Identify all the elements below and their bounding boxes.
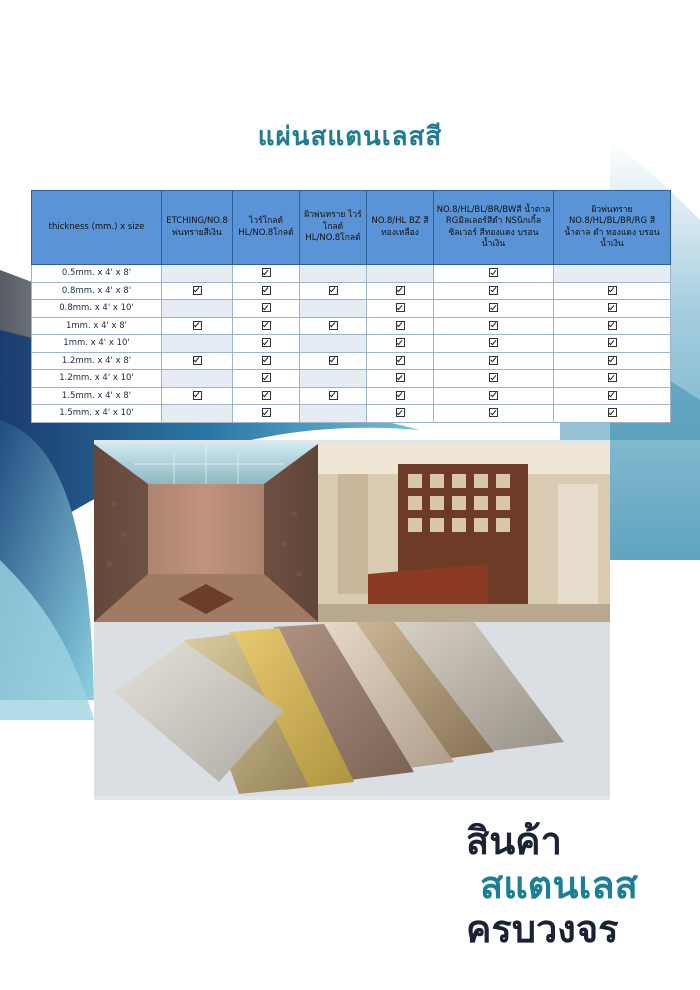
empty-cell	[300, 370, 367, 388]
availability-cell	[162, 282, 233, 300]
availability-cell	[367, 405, 434, 423]
size-cell: 0.5mm. x 4' x 8'	[32, 265, 162, 283]
checkbox-checked-icon	[262, 338, 271, 347]
table-row	[32, 387, 671, 405]
availability-cell	[162, 387, 233, 405]
empty-cell	[300, 405, 367, 423]
checkbox-checked-icon	[608, 286, 617, 295]
availability-cell	[434, 300, 554, 318]
table-row	[32, 335, 671, 353]
checkbox-checked-icon	[329, 321, 338, 330]
size-cell: 1.5mm. x 4' x 8'	[32, 387, 162, 405]
checkbox-checked-icon	[262, 321, 271, 330]
availability-cell	[367, 387, 434, 405]
availability-cell	[367, 317, 434, 335]
availability-cell	[300, 387, 367, 405]
checkbox-checked-icon	[396, 338, 405, 347]
availability-cell	[554, 300, 671, 318]
empty-cell	[300, 300, 367, 318]
availability-cell	[554, 282, 671, 300]
availability-cell	[300, 317, 367, 335]
column-header-size: thickness (mm.) x size	[32, 191, 162, 265]
checkbox-checked-icon	[396, 356, 405, 365]
empty-cell	[300, 335, 367, 353]
table-row	[32, 370, 671, 388]
availability-cell	[233, 370, 300, 388]
checkbox-checked-icon	[262, 391, 271, 400]
availability-cell	[233, 405, 300, 423]
table-row	[32, 265, 671, 283]
availability-cell	[434, 265, 554, 283]
showroom-interior-photo	[318, 444, 610, 622]
availability-cell	[233, 335, 300, 353]
availability-cell	[554, 387, 671, 405]
availability-cell	[162, 352, 233, 370]
checkbox-checked-icon	[489, 321, 498, 330]
colored-stainless-sheets-photo	[94, 622, 610, 796]
checkbox-checked-icon	[608, 373, 617, 382]
checkbox-checked-icon	[329, 286, 338, 295]
empty-cell	[300, 265, 367, 283]
checkbox-checked-icon	[489, 391, 498, 400]
availability-cell	[233, 265, 300, 283]
availability-cell	[434, 370, 554, 388]
table-body	[32, 265, 671, 423]
availability-cell	[367, 282, 434, 300]
size-cell: 0.8mm. x 4' x 10'	[32, 300, 162, 318]
slogan-line-3: ครบวงจร	[466, 906, 619, 951]
empty-cell	[367, 265, 434, 283]
availability-cell	[434, 317, 554, 335]
size-cell: 0.8mm. x 4' x 8'	[32, 282, 162, 300]
availability-cell	[233, 300, 300, 318]
empty-cell	[162, 370, 233, 388]
checkbox-checked-icon	[262, 373, 271, 382]
checkbox-checked-icon	[489, 373, 498, 382]
slogan-line-1: สินค้า	[466, 818, 562, 863]
checkbox-checked-icon	[396, 321, 405, 330]
checkbox-checked-icon	[193, 286, 202, 295]
table-row	[32, 352, 671, 370]
availability-cell	[367, 300, 434, 318]
availability-cell	[554, 370, 671, 388]
empty-cell	[162, 300, 233, 318]
checkbox-checked-icon	[489, 303, 498, 312]
checkbox-checked-icon	[489, 408, 498, 417]
availability-cell	[554, 317, 671, 335]
slogan-line-2: สแตนเลส	[480, 862, 638, 907]
size-cell: 1.5mm. x 4' x 10'	[32, 405, 162, 423]
size-cell: 1.2mm. x 4' x 8'	[32, 352, 162, 370]
availability-cell	[367, 335, 434, 353]
availability-cell	[434, 405, 554, 423]
checkbox-checked-icon	[608, 321, 617, 330]
availability-cell	[367, 352, 434, 370]
checkbox-checked-icon	[262, 356, 271, 365]
availability-cell	[233, 352, 300, 370]
checkbox-checked-icon	[329, 391, 338, 400]
checkbox-checked-icon	[262, 286, 271, 295]
checkbox-checked-icon	[489, 268, 498, 277]
checkbox-checked-icon	[489, 356, 498, 365]
checkbox-checked-icon	[608, 338, 617, 347]
page-title: แผ่นสแตนเลสสี	[257, 122, 443, 152]
availability-cell	[434, 282, 554, 300]
availability-cell	[233, 387, 300, 405]
column-header-bronze: NO.8/HL BZ สีทองเหลือง	[367, 191, 434, 265]
checkbox-checked-icon	[489, 338, 498, 347]
availability-cell	[554, 405, 671, 423]
checkbox-checked-icon	[608, 408, 617, 417]
availability-cell	[367, 370, 434, 388]
elevator-interior-photo	[94, 444, 318, 622]
spec-table	[31, 190, 671, 423]
availability-cell	[554, 335, 671, 353]
availability-cell	[300, 352, 367, 370]
size-cell: 1mm. x 4' x 8'	[32, 317, 162, 335]
checkbox-checked-icon	[262, 303, 271, 312]
checkbox-checked-icon	[396, 303, 405, 312]
empty-cell	[162, 405, 233, 423]
availability-cell	[233, 317, 300, 335]
checkbox-checked-icon	[608, 303, 617, 312]
empty-cell	[554, 265, 671, 283]
availability-cell	[434, 352, 554, 370]
table-row	[32, 317, 671, 335]
size-cell: 1mm. x 4' x 10'	[32, 335, 162, 353]
checkbox-checked-icon	[193, 321, 202, 330]
column-header-etching: ETCHING/NO.8 พ่นทรายสีเงิน	[162, 191, 233, 265]
checkbox-checked-icon	[608, 391, 617, 400]
empty-cell	[162, 335, 233, 353]
availability-cell	[233, 282, 300, 300]
column-header-sandblast-colors: ผิวพ่นทราย NO.8/HL/BL/BR/RG สี น้ำตาล ดำ ทองแดง บรอน น้ำเงิน	[554, 191, 671, 265]
table-header-row	[32, 191, 671, 265]
size-cell: 1.2mm. x 4' x 10'	[32, 370, 162, 388]
checkbox-checked-icon	[193, 391, 202, 400]
checkbox-checked-icon	[262, 408, 271, 417]
table-row	[32, 282, 671, 300]
availability-cell	[300, 282, 367, 300]
availability-cell	[434, 387, 554, 405]
checkbox-checked-icon	[262, 268, 271, 277]
empty-cell	[162, 265, 233, 283]
checkbox-checked-icon	[608, 356, 617, 365]
checkbox-checked-icon	[396, 408, 405, 417]
checkbox-checked-icon	[396, 286, 405, 295]
availability-cell	[162, 317, 233, 335]
column-header-sandblast-gold: ผิวพ่นทราย ไวร์โกลด์ HL/NO.8โกลด์	[300, 191, 367, 265]
checkbox-checked-icon	[396, 391, 405, 400]
checkbox-checked-icon	[329, 356, 338, 365]
checkbox-checked-icon	[396, 373, 405, 382]
column-header-color-finishes: NO.8/HL/BL/BR/BWสี น้ำตาล RGมิลเลอร์สีดำ NSนิกเกิ้ล ซิลเวอร์ สีทองแดง บรอน น้ำเงิน	[434, 191, 554, 265]
availability-cell	[434, 335, 554, 353]
checkbox-checked-icon	[489, 286, 498, 295]
availability-cell	[554, 352, 671, 370]
column-header-wire-gold: ไวร์โกลด์ HL/NO.8โกลด์	[233, 191, 300, 265]
table-row	[32, 405, 671, 423]
checkbox-checked-icon	[193, 356, 202, 365]
table-row	[32, 300, 671, 318]
